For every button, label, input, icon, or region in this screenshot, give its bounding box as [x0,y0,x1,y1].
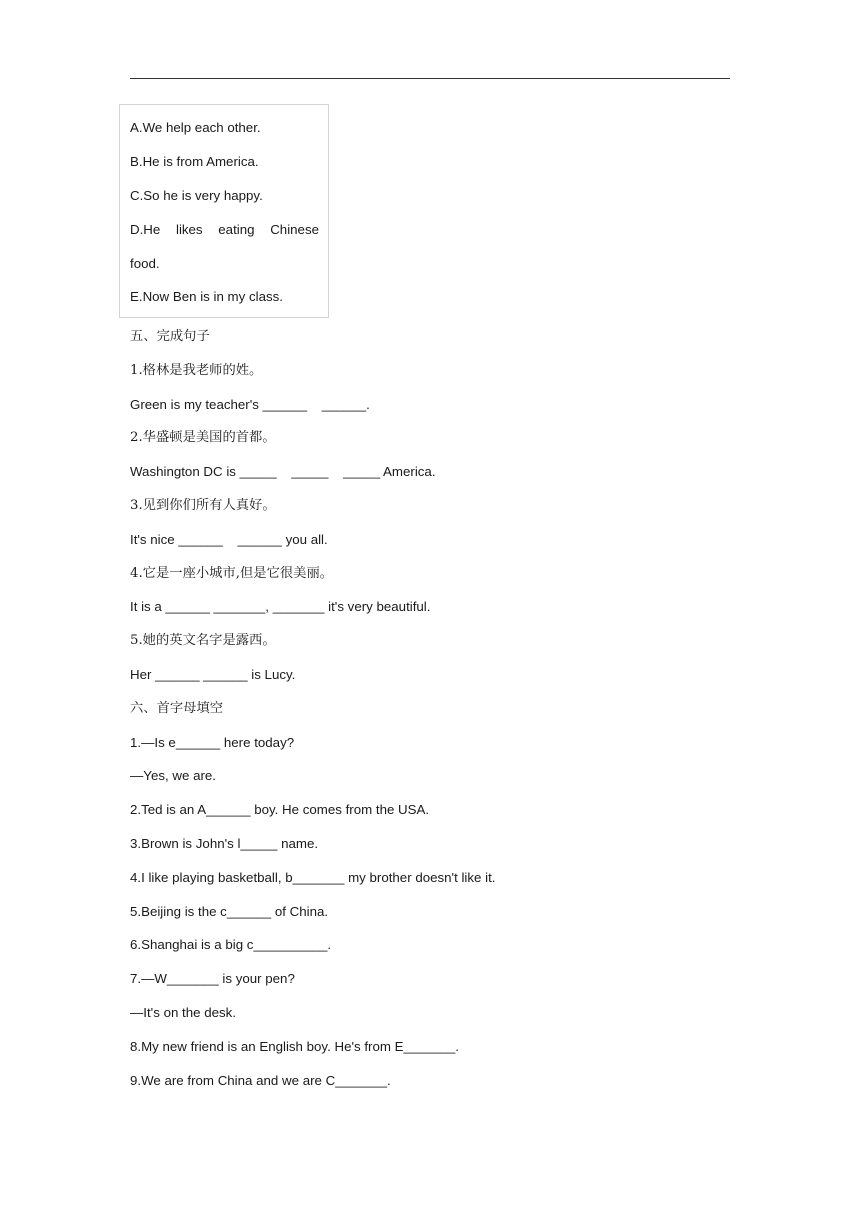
option-d-continued: food. [130,256,160,271]
option-d-word: likes [175,222,203,237]
blank-line: 5.Beijing is the c______ of China. [130,904,329,919]
blank-line: 8.My new friend is an English boy. He's from E_______. [130,1039,459,1054]
section-six-heading: 六、首字母填空 [130,701,224,716]
item-2-chinese: 2.华盛顿是美国的首都。 [130,430,276,445]
item-3-english: It's nice ______ ______ you all. [130,532,328,547]
item-2-english: Washington DC is _____ _____ _____ America. [130,464,436,479]
option-a: A.We help each other. [130,120,261,135]
blank-line: 2.Ted is an A______ boy. He comes from the USA. [130,802,430,817]
option-d-word: D.He [130,222,161,237]
option-e: E.Now Ben is in my class. [130,289,283,304]
option-b: B.He is from America. [130,154,259,169]
blank-line: —Yes, we are. [130,768,216,783]
blank-line: 3.Brown is John's l_____ name. [130,836,319,851]
blank-line: 7.—W_______ is your pen? [130,971,295,986]
item-4-english: It is a ______ _______, _______ it's very beautiful. [130,599,431,614]
blank-line: 9.We are from China and we are C_______. [130,1073,391,1088]
blank-line: 6.Shanghai is a big c__________. [130,937,332,952]
blank-line: —It's on the desk. [130,1005,237,1020]
item-5-chinese: 5.她的英文名字是露西。 [130,633,276,648]
option-c: C.So he is very happy. [130,188,263,203]
item-5-english: Her ______ ______ is Lucy. [130,667,296,682]
item-1-chinese: 1.格林是我老师的姓。 [130,363,263,378]
item-1-english: Green is my teacher's ______ ______. [130,397,370,412]
option-d-word: eating [218,222,255,237]
blank-line: 1.—Is e______ here today? [130,735,295,750]
header-rule [130,78,730,79]
option-d [130,221,319,239]
section-five-heading: 五、完成句子 [130,329,210,344]
item-3-chinese: 3.见到你们所有人真好。 [130,498,276,513]
item-4-chinese: 4.它是一座小城市,但是它很美丽。 [130,566,334,581]
blank-line: 4.I like playing basketball, b_______ my brother doesn't like it. [130,870,496,885]
option-d-word: Chinese [270,222,319,237]
